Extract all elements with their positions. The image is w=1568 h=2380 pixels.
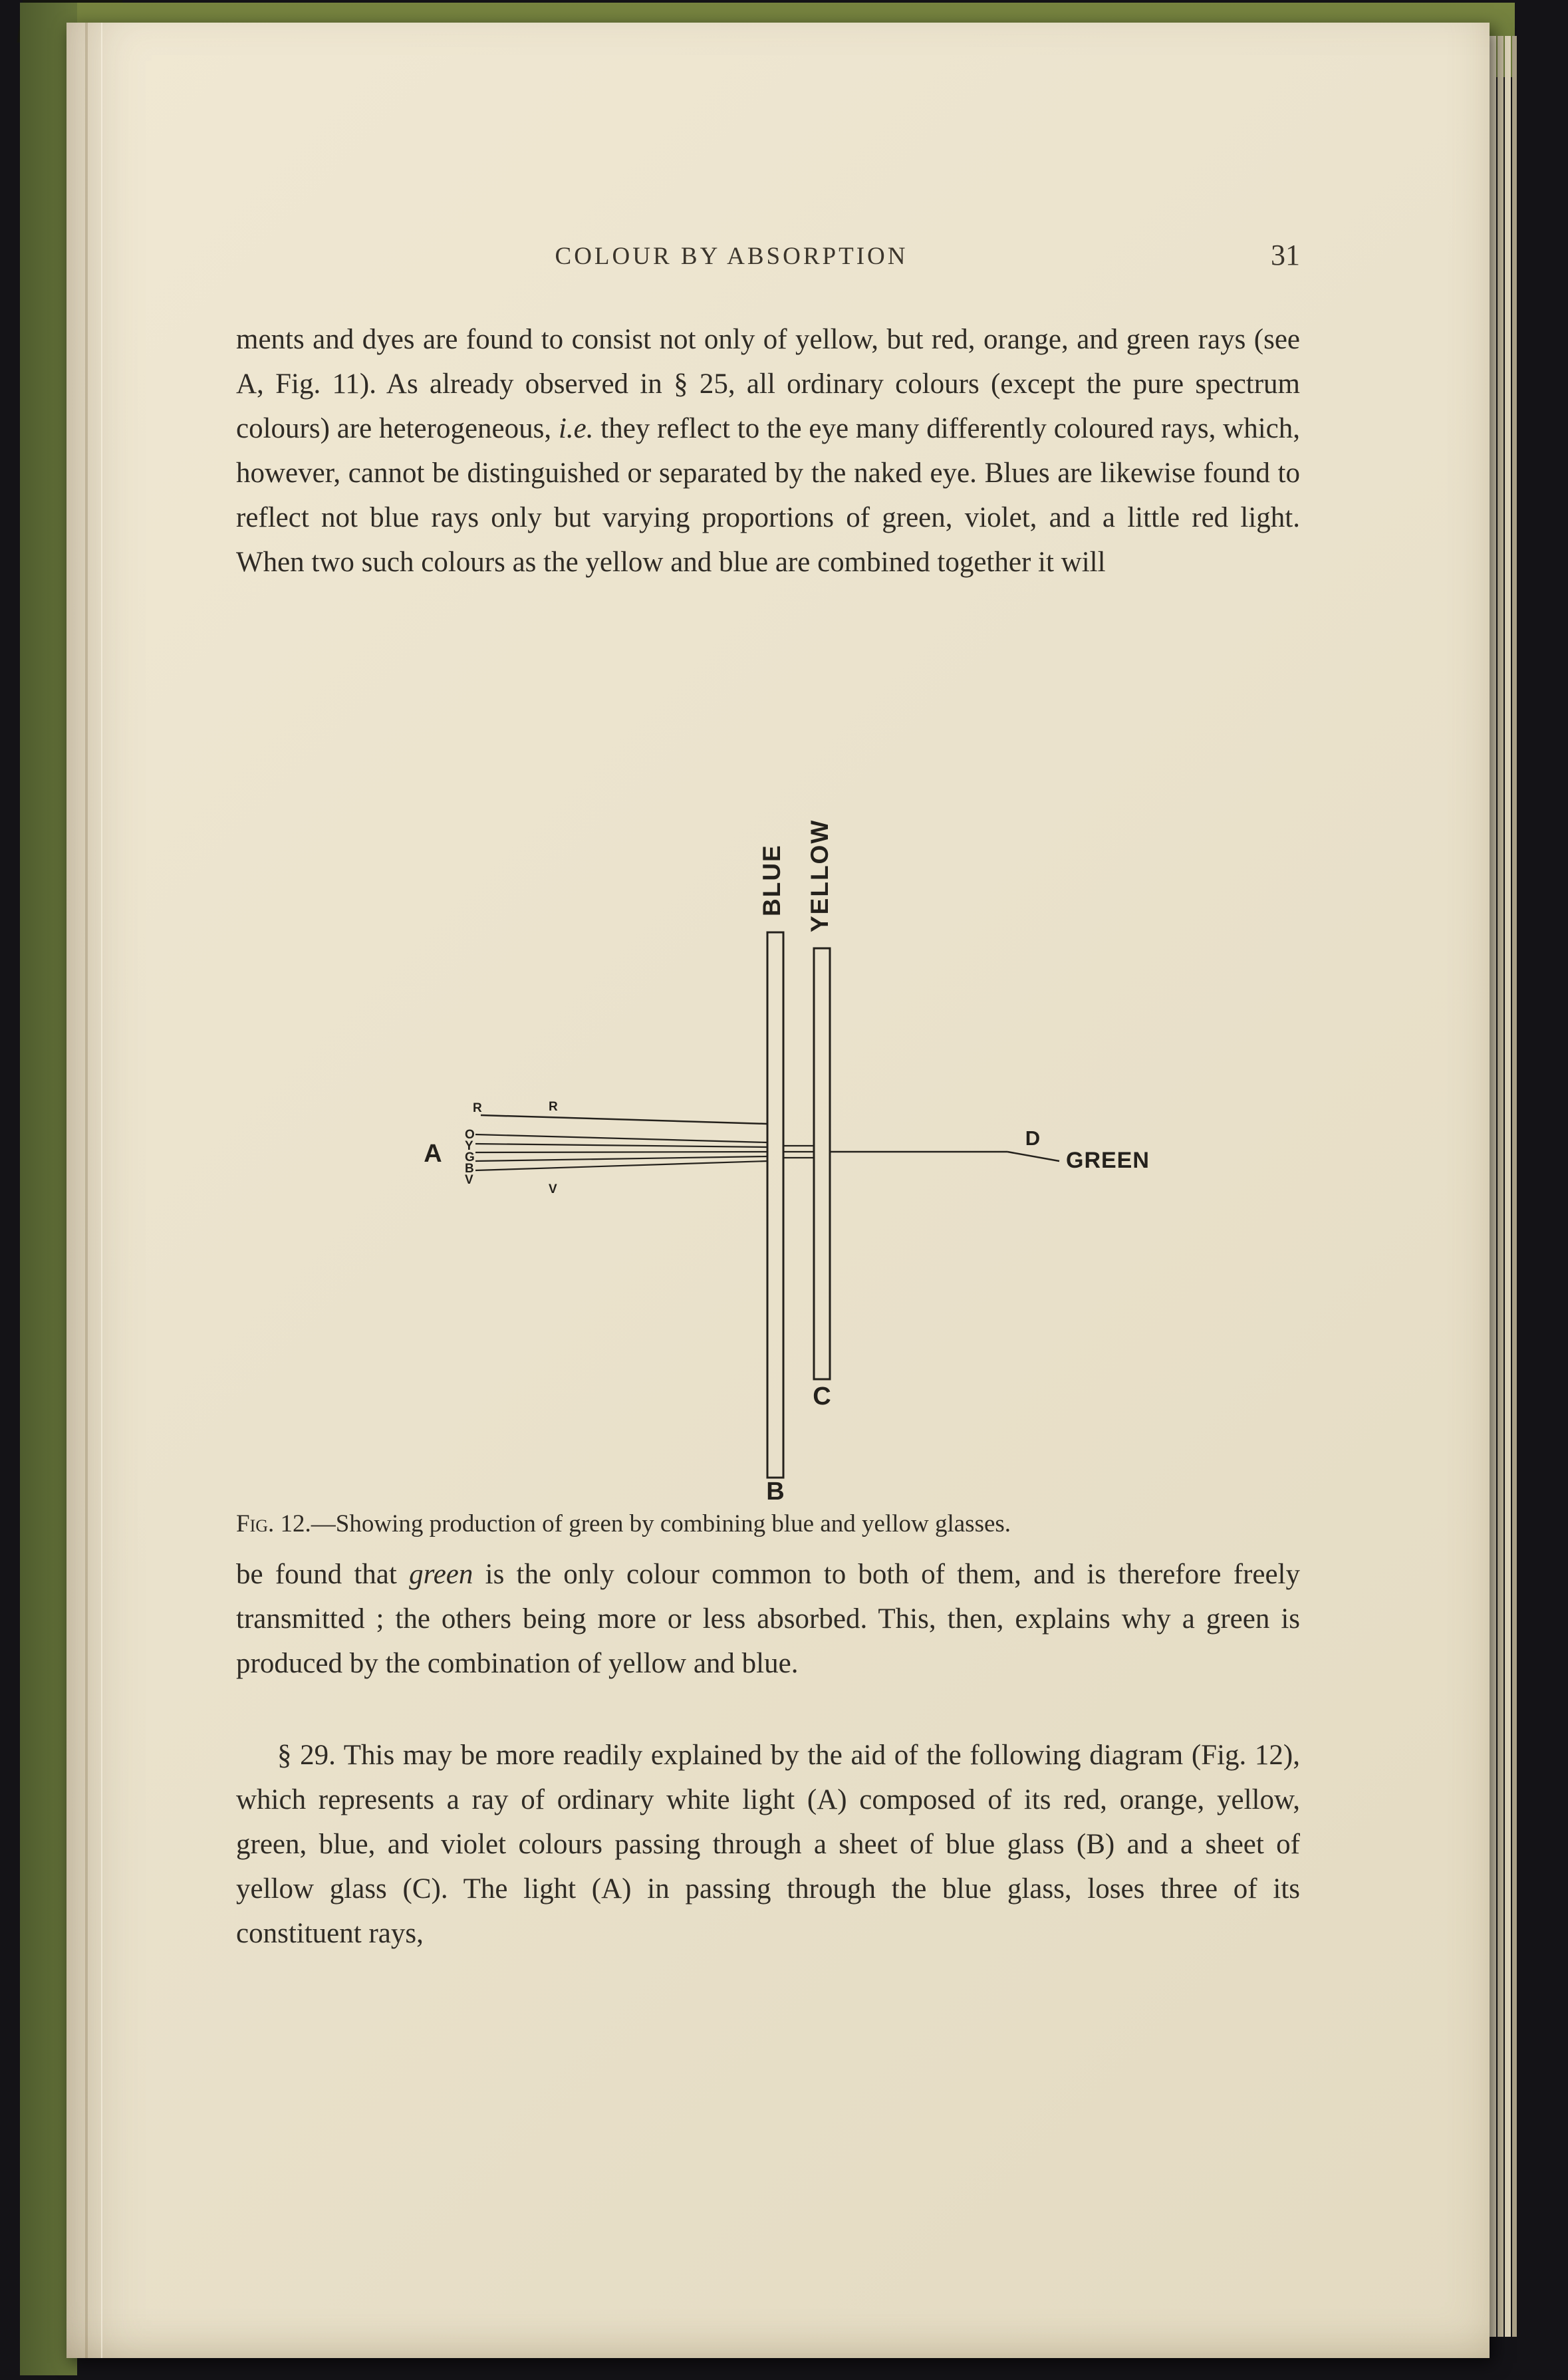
orange-ray	[475, 1134, 767, 1142]
plate-c-label: C	[813, 1383, 831, 1410]
violet-ray	[475, 1161, 767, 1170]
yellow-glass-plate	[814, 948, 830, 1379]
page-stack-edge	[1512, 36, 1517, 2337]
page-crease	[101, 23, 102, 2358]
paragraph	[236, 1733, 1300, 1956]
ray-letter-v-mid: V	[549, 1182, 557, 1196]
ray-letter-b: B	[465, 1162, 474, 1176]
blue-glass-label: BLUE	[758, 844, 785, 916]
yellow-ray	[475, 1144, 767, 1147]
ray-letter-r-start: R	[473, 1101, 482, 1115]
paragraph-text: be found that	[236, 1559, 410, 1590]
red-ray	[481, 1115, 767, 1124]
plate-b-label: B	[766, 1478, 785, 1503]
book-page	[66, 23, 1490, 2358]
emerging-green-ray-tail	[1007, 1152, 1059, 1161]
ray-d-label: D	[1025, 1126, 1041, 1150]
figure-caption-text: —Showing production of green by combining blue and yellow glasses.	[311, 1510, 1011, 1537]
running-header	[236, 239, 1300, 282]
paragraph-italic: i.e.	[558, 413, 594, 444]
figure-caption	[236, 1510, 1327, 1538]
yellow-glass-label: YELLOW	[806, 819, 833, 932]
ray-letter-y: Y	[465, 1139, 473, 1153]
page-stack-edge	[1505, 36, 1511, 2337]
paragraph	[236, 1552, 1300, 1686]
green-label: GREEN	[1066, 1148, 1150, 1173]
ray-diagram	[236, 765, 1300, 1503]
ray-letter-g: G	[465, 1150, 475, 1164]
page-crease	[85, 23, 88, 2358]
running-title: COLOUR BY ABSORPTION	[555, 243, 908, 270]
ray-letter-o: O	[465, 1128, 475, 1142]
paragraph-italic: green	[409, 1559, 473, 1590]
figure-12-diagram	[236, 765, 1300, 1503]
page-stack-edge	[1498, 36, 1503, 2337]
paragraph	[236, 317, 1300, 585]
blue-glass-plate	[767, 932, 783, 1478]
paragraph-text: is the only colour common to both of them, and is therefore freely transmitted ; the others being more or less absorbed. This, then, explains why a green is produced by the combination of yellow and blue.	[236, 1559, 1300, 1679]
blue-ray	[475, 1156, 767, 1161]
paragraph-text: ments and dyes are found to consist not only of yellow, but red, orange, and green rays (see A, Fig. 11). As already observed in § 25, all ordinary colours (except the pure spectrum colours) are heterogeneous,	[236, 324, 1300, 444]
page-number: 31	[1271, 239, 1300, 271]
paragraph-text: they reflect to the eye many differently coloured rays, which, however, cannot be distinguished or separated by the naked eye. Blues are likewise found to reflect not blue rays only but varying proportions of green, violet, and a little red light. When two such colours as the yellow and blue are combined together it will	[236, 413, 1300, 578]
ray-letter-r-mid: R	[549, 1100, 558, 1114]
ray-letter-v: V	[465, 1173, 473, 1187]
figure-caption-number: Fig. 12.	[236, 1510, 311, 1537]
ray-a-label: A	[424, 1140, 442, 1168]
paragraph-text: § 29. This may be more readily explained by the aid of the following diagram (Fig. 12), which represents a ray of ordinary white light (A) composed of its red, orange, yellow, green, blue, and violet colours passing through a sheet of blue glass (B) and a sheet of yellow glass (C). The light (A) in passing through the blue glass, loses three of its constituent rays,	[236, 1740, 1300, 1949]
